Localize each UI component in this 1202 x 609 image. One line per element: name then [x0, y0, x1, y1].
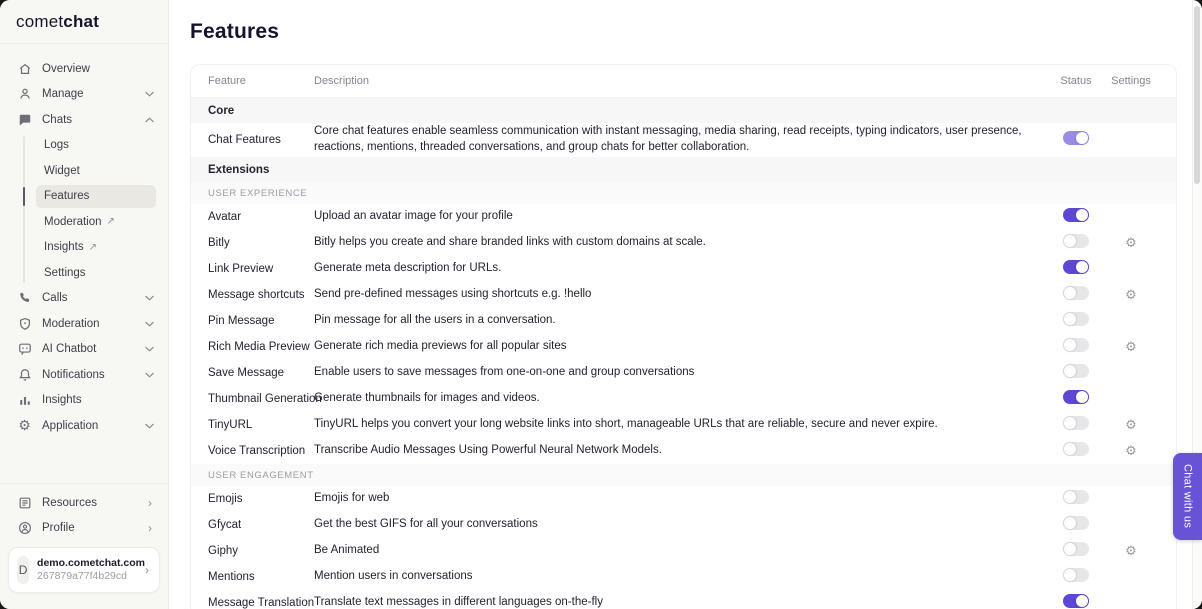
sidebar-item-label: Application	[42, 419, 99, 432]
feature-name: Chat Features	[208, 134, 281, 146]
column-header-settings: Settings	[1111, 75, 1151, 87]
phone-icon	[17, 291, 32, 306]
chevron-down-icon	[145, 372, 154, 378]
feature-row-bitly	[191, 230, 1176, 256]
chat-with-us-label: Chat with us	[1181, 464, 1194, 529]
sidebar-item-label: Chats	[42, 113, 73, 126]
section-label: Core	[208, 104, 235, 117]
toggle-knob	[1064, 339, 1076, 351]
feature-row-message-shortcuts	[191, 282, 1176, 308]
feature-name: Bitly	[208, 237, 230, 249]
sidebar-item-label: Settings	[44, 266, 86, 279]
sidebar-item-label: Features	[44, 190, 90, 203]
feature-row-link-preview	[191, 256, 1176, 282]
status-toggle[interactable]	[1063, 416, 1089, 430]
status-toggle[interactable]	[1063, 568, 1089, 582]
sidebar-item-ai-chatbot[interactable]	[0, 337, 168, 363]
chevron-down-icon	[145, 321, 154, 327]
sidebar-item-label: AI Chatbot	[42, 343, 97, 356]
feature-name: Save Message	[208, 367, 285, 379]
feature-description: TinyURL helps you convert your long website links into short, manageable URLs that are reliable, secure and never expire.	[314, 418, 938, 431]
status-toggle[interactable]	[1063, 364, 1089, 378]
chart-icon	[17, 393, 32, 408]
status-toggle[interactable]	[1063, 338, 1089, 352]
sidebar-footer	[0, 483, 168, 609]
feature-name: Gfycat	[208, 519, 242, 531]
sidebar-item-profile[interactable]	[0, 516, 168, 542]
cometchat-logo[interactable]	[0, 0, 168, 44]
app-avatar: D	[17, 556, 29, 584]
feature-description: Mention users in conversations	[314, 570, 473, 583]
sidebar-item-label: Manage	[42, 88, 84, 101]
status-toggle[interactable]	[1063, 260, 1089, 274]
gear-icon: ⚙	[18, 417, 31, 434]
toggle-knob	[1076, 209, 1088, 221]
subsection-label: USER EXPERIENCE	[208, 187, 308, 199]
bot-icon	[17, 342, 32, 357]
status-toggle[interactable]	[1063, 542, 1089, 556]
toggle-knob	[1064, 417, 1076, 429]
feature-description: Generate rich media previews for all popular sites	[314, 340, 567, 353]
status-toggle[interactable]	[1063, 286, 1089, 300]
scrollbar-thumb[interactable]	[1194, 6, 1200, 184]
settings-gear-icon[interactable]: ⚙	[1125, 444, 1137, 459]
sidebar-item-overview[interactable]	[0, 56, 168, 82]
page-title: Features	[190, 20, 280, 43]
feature-row-mentions	[191, 564, 1176, 590]
sidebar-item-manage[interactable]	[0, 82, 168, 108]
feature-description: Be Animated	[314, 544, 380, 557]
feature-name: TinyURL	[208, 419, 253, 431]
chevron-right-icon: ›	[148, 495, 152, 510]
feature-row-save-message	[191, 360, 1176, 386]
sidebar	[0, 0, 169, 609]
feature-description: Generate thumbnails for images and videos.	[314, 392, 540, 405]
section-row-extensions	[191, 157, 1176, 182]
feature-description: Emojis for web	[314, 492, 390, 505]
feature-name: Thumbnail Generation	[208, 393, 322, 405]
settings-gear-icon[interactable]: ⚙	[1125, 418, 1137, 433]
settings-gear-icon[interactable]: ⚙	[1125, 544, 1137, 559]
chats-submenu	[0, 133, 168, 286]
table-header-row	[191, 65, 1176, 98]
settings-gear-icon[interactable]: ⚙	[1125, 288, 1137, 303]
toggle-knob	[1064, 569, 1076, 581]
status-toggle[interactable]	[1063, 131, 1089, 145]
status-toggle[interactable]	[1063, 390, 1089, 404]
sidebar-item-label: Calls	[42, 292, 68, 305]
feature-name: Avatar	[208, 211, 242, 223]
feature-name: Message Translation	[208, 597, 315, 609]
feature-description: Upload an avatar image for your profile	[314, 210, 513, 223]
chevron-down-icon	[145, 91, 154, 97]
sidebar-item-calls[interactable]	[0, 286, 168, 312]
sidebar-item-logs[interactable]	[0, 133, 168, 159]
sidebar-item-chats[interactable]	[0, 107, 168, 133]
logo-text-bold: chat	[63, 12, 100, 31]
shield-icon	[17, 316, 32, 331]
sidebar-item-settings[interactable]	[0, 260, 168, 286]
chevron-right-icon: ›	[148, 521, 152, 536]
toggle-knob	[1076, 391, 1088, 403]
toggle-knob	[1064, 313, 1076, 325]
toggle-knob	[1076, 132, 1088, 144]
sidebar-item-application[interactable]	[0, 413, 168, 439]
sidebar-item-label: Notifications	[42, 368, 105, 381]
feature-description: Core chat features enable seamless communication with instant messaging, media sharing, read receipts, typing indicators, user presence, reactions, mentions, threaded conversations, and group chats for better collaboration.	[314, 125, 1022, 153]
feature-row-thumbnail-generation	[191, 386, 1176, 412]
toggle-knob	[1064, 491, 1076, 503]
subsection-label: USER ENGAGEMENT	[208, 469, 314, 481]
sidebar-item-insights[interactable]	[0, 388, 168, 414]
status-toggle[interactable]	[1063, 490, 1089, 504]
home-icon	[17, 61, 32, 76]
feature-row-rich-media-preview	[191, 334, 1176, 360]
feature-description: Bitly helps you create and share branded links with custom domains at scale.	[314, 236, 706, 249]
sidebar-item-insights[interactable]	[0, 235, 168, 261]
feature-description: Enable users to save messages from one-on-one and group conversations	[314, 366, 695, 379]
subsection-row-user-experience	[191, 182, 1176, 204]
sidebar-item-label: Logs	[44, 139, 69, 152]
section-label: Extensions	[208, 163, 270, 176]
feature-name: Link Preview	[208, 263, 274, 275]
sidebar-item-widget[interactable]	[0, 158, 168, 184]
doc-icon	[17, 495, 32, 510]
sidebar-item-label: Insights	[42, 394, 82, 407]
toggle-knob	[1064, 365, 1076, 377]
chat-icon	[17, 112, 32, 127]
feature-name: Voice Transcription	[208, 445, 306, 457]
sidebar-item-resources[interactable]	[0, 490, 168, 516]
feature-description: Get the best GIFS for all your conversations	[314, 518, 538, 531]
profile-icon	[17, 521, 32, 536]
feature-row-giphy	[191, 538, 1176, 564]
logo-text-regular: comet	[16, 12, 64, 31]
bell-icon	[17, 367, 32, 382]
feature-name: Giphy	[208, 545, 239, 557]
sidebar-item-label: Overview	[42, 62, 90, 75]
sidebar-item-label: Resources	[42, 496, 97, 509]
toggle-knob	[1064, 235, 1076, 247]
sidebar-item-label: Moderation	[44, 215, 102, 228]
features-table	[190, 64, 1177, 609]
toggle-knob	[1064, 517, 1076, 529]
settings-gear-icon[interactable]: ⚙	[1125, 340, 1137, 355]
feature-row-message-translation	[191, 590, 1176, 609]
feature-description: Transcribe Audio Messages Using Powerful Neural Network Models.	[314, 444, 662, 457]
feature-name: Rich Media Preview	[208, 341, 310, 353]
feature-row-avatar	[191, 204, 1176, 230]
feature-name: Emojis	[208, 493, 243, 505]
sidebar-item-label: Profile	[42, 522, 75, 535]
feature-row-chat-features	[191, 123, 1176, 157]
toggle-knob	[1064, 287, 1076, 299]
sidebar-item-label: Widget	[44, 164, 80, 177]
chevron-down-icon	[145, 423, 154, 429]
feature-row-tinyurl	[191, 412, 1176, 438]
column-header-description: Description	[314, 75, 370, 87]
status-toggle[interactable]	[1063, 516, 1089, 530]
sidebar-item-label: Insights	[44, 241, 84, 254]
feature-description: Generate meta description for URLs.	[314, 262, 502, 275]
sidebar-item-label: Moderation	[42, 317, 100, 330]
sidebar-item-notifications[interactable]	[0, 362, 168, 388]
toggle-knob	[1076, 261, 1088, 273]
feature-name: Pin Message	[208, 315, 275, 327]
feature-row-pin-message	[191, 308, 1176, 334]
feature-description: Send pre-defined messages using shortcuts e.g. !hello	[314, 288, 592, 301]
sidebar-item-moderation[interactable]	[0, 311, 168, 337]
feature-name: Message shortcuts	[208, 289, 305, 301]
account-card[interactable]	[8, 547, 160, 593]
feature-row-emojis	[191, 486, 1176, 512]
status-toggle[interactable]	[1063, 208, 1089, 222]
toggle-knob	[1064, 543, 1076, 555]
column-header-status: Status	[1060, 75, 1092, 87]
chevron-up-icon	[145, 117, 154, 123]
main-content	[169, 0, 1202, 609]
feature-row-voice-transcription	[191, 438, 1176, 464]
sidebar-item-features[interactable]	[0, 184, 168, 210]
section-row-core	[191, 98, 1176, 123]
chevron-right-icon: ›	[145, 563, 149, 577]
status-toggle[interactable]	[1063, 594, 1089, 608]
toggle-knob	[1076, 595, 1088, 607]
settings-gear-icon[interactable]: ⚙	[1125, 236, 1137, 251]
external-link-icon: ↗	[106, 216, 115, 228]
account-app-id: 267879a77f4b29cd	[37, 570, 127, 582]
feature-name: Mentions	[208, 571, 255, 583]
external-link-icon: ↗	[88, 241, 98, 253]
feature-description: Pin message for all the users in a conversation.	[314, 314, 556, 327]
toggle-knob	[1064, 443, 1076, 455]
sidebar-nav	[0, 44, 168, 483]
status-toggle[interactable]	[1063, 312, 1089, 326]
status-toggle[interactable]	[1063, 234, 1089, 248]
active-indicator	[23, 187, 25, 207]
feature-row-gfycat	[191, 512, 1176, 538]
account-domain: demo.cometchat.com	[37, 556, 145, 569]
column-header-feature: Feature	[208, 75, 246, 87]
status-toggle[interactable]	[1063, 442, 1089, 456]
subsection-row-user-engagement	[191, 464, 1176, 486]
sidebar-item-moderation[interactable]	[0, 209, 168, 235]
chevron-down-icon	[145, 346, 154, 352]
user-icon	[17, 87, 32, 102]
chat-with-us-button[interactable]	[1173, 453, 1202, 540]
feature-description: Translate text messages in different languages on-the-fly	[314, 596, 603, 609]
chevron-down-icon	[145, 295, 154, 301]
